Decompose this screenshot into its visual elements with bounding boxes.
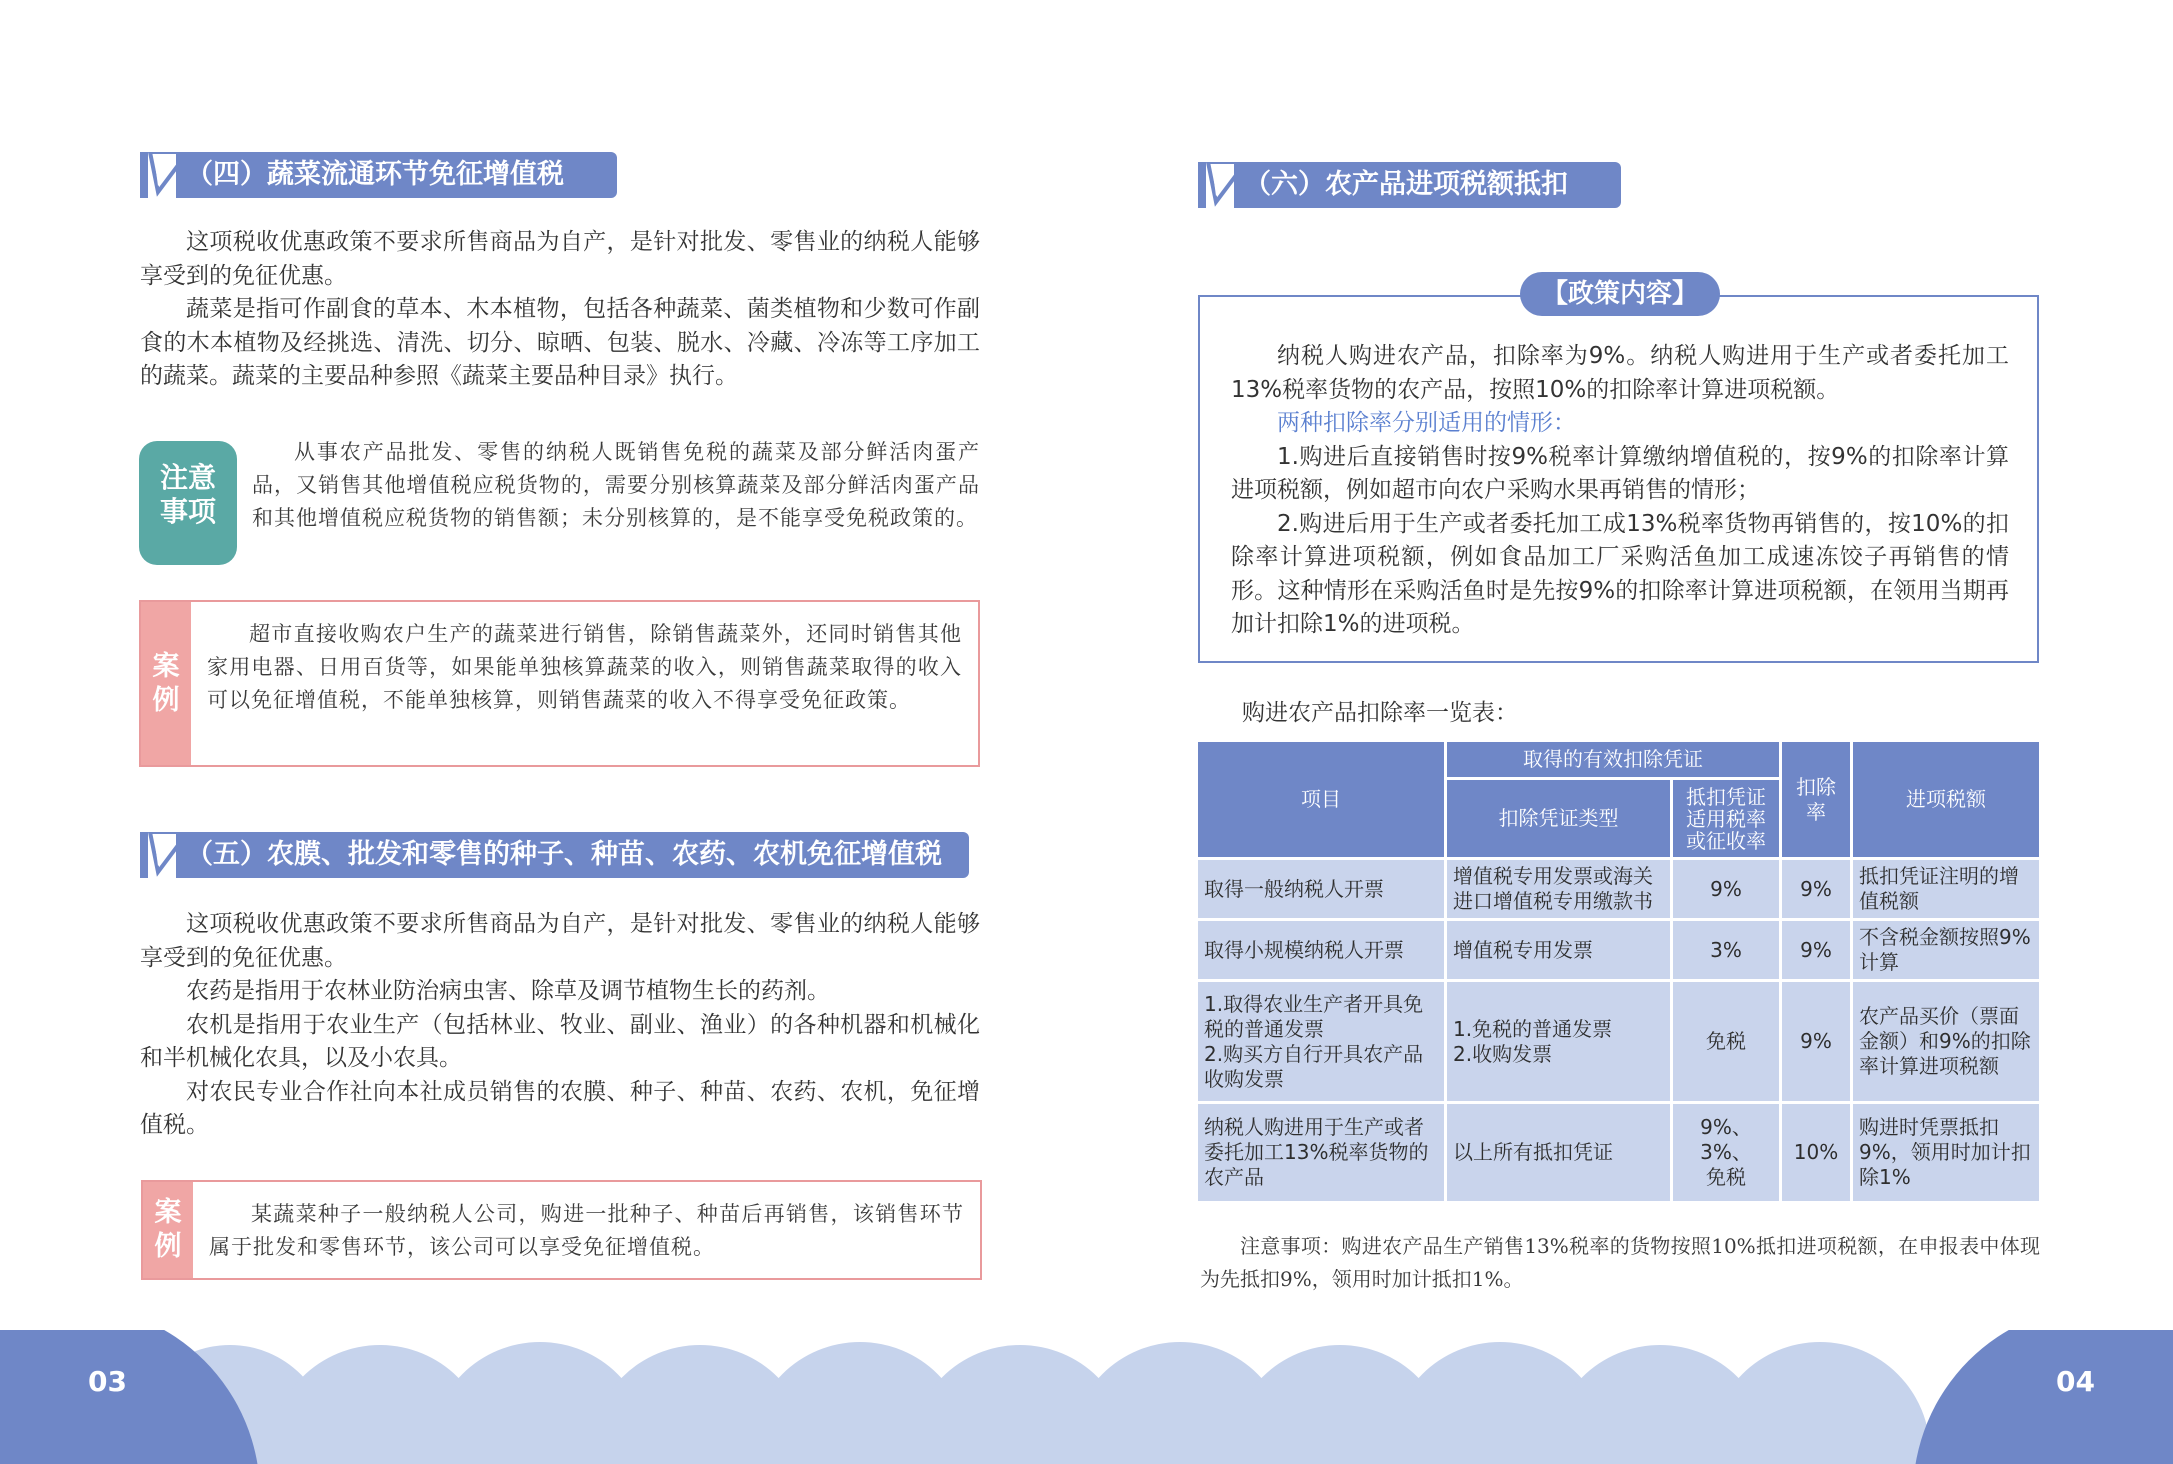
section5-body [140,908,980,1143]
cell-rate: 9% [1672,859,1781,920]
case-tag-2 [143,1182,193,1278]
cell-deduct: 9% [1781,981,1852,1103]
cell-rate [1672,1103,1781,1203]
cell-rate-line1: 9%、3%、 [1700,1115,1752,1164]
header-deduct-rate [1781,741,1852,859]
section5-paragraph-3: 农机是指用于农业生产（包括林业、牧业、副业、渔业）的各种机器和机械化和半机械化农具，以及小农具。 [140,1011,980,1071]
cell-input: 农产品买价（票面金额）和9%的扣除率计算进项税额 [1852,981,2041,1103]
cell-input: 抵扣凭证注明的增值税额 [1852,859,2041,920]
note-text: 从事农产品批发、零售的纳税人既销售免税的蔬菜及部分鲜活肉蛋产品，又销售其他增值税应税货物的，需要分别核算蔬菜及部分鲜活肉蛋产品和其他增值税应税货物的销售额；未分别核算的，是不能享受免税政策的。 [252,440,980,530]
section5-paragraph-2: 农药是指用于农林业防治病虫害、除草及调节植物生长的药剂。 [186,978,830,1004]
header-voucher-rate-line3: 或征收率 [1686,828,1766,853]
cell-item: 取得一般纳税人开票 [1197,859,1446,920]
table-row [1197,859,2041,920]
cell-deduct: 10% [1781,1103,1852,1203]
cell-rate-line2: 免税 [1706,1165,1746,1189]
cell-type-line2: 2.收购发票 [1453,1041,1553,1066]
note-label-line1: 注意 [159,461,216,494]
header-voucher-rate-line2: 适用税率 [1686,806,1766,831]
page-number-left: 03 [88,1365,127,1398]
cell-item-line1: 1.取得农业生产者开具免税的普通发票 [1204,991,1424,1041]
case-tag-1 [141,602,191,765]
cell-type-line1: 1.免税的普通发票 [1453,1016,1613,1041]
section6-header [1198,162,1621,208]
header-item: 项目 [1197,741,1446,859]
case-tag-1-line2: 例 [152,684,180,716]
section4-title: （四）蔬菜流通环节免征增值税 [186,159,564,190]
case-tag-2-line2: 例 [154,1231,182,1262]
case-tag-2-line1: 案 [154,1197,182,1228]
section4-body [140,226,980,394]
section5-paragraph-1: 这项税收优惠政策不要求所售商品为自产，是针对批发、零售业的纳税人能够享受到的免征优惠。 [140,911,980,971]
table-footnote: 注意事项：购进农产品生产销售13%税率的货物按照10%抵扣进项税额，在申报表中体现为先抵扣9%，领用时加计抵扣1%。 [1200,1234,2040,1291]
page-number-right: 04 [2056,1365,2095,1398]
cell-type [1446,981,1672,1103]
footer-waves [0,1330,2173,1464]
section4-header [140,152,617,198]
cell-type: 以上所有抵扣凭证 [1446,1103,1672,1203]
header-voucher-type: 扣除凭证类型 [1446,779,1672,859]
section4-paragraph-1: 这项税收优惠政策不要求所售商品为自产，是针对批发、零售业的纳税人能够享受到的免征优惠。 [140,229,980,289]
cell-item [1197,981,1446,1103]
table-row [1197,1103,2041,1203]
policy-subheading: 两种扣除率分别适用的情形： [1277,410,1576,436]
header-voucher-rate [1672,779,1781,859]
policy-title: 【政策内容】 [1520,272,1720,316]
case-box-1 [139,600,980,767]
cell-item: 取得小规模纳税人开票 [1197,920,1446,981]
policy-paragraph-2: 1.购进后直接销售时按9%税率计算缴纳增值税的，按9%的扣除率计算进项税额，例如超市向农户采购水果再销售的情形； [1231,443,2009,503]
case-text-1: 超市直接收购农户生产的蔬菜进行销售，除销售蔬菜外，还同时销售其他家用电器、日用百货等，如果能单独核算蔬菜的收入，则销售蔬菜取得的收入可以免征增值税，不能单独核算，则销售蔬菜的收入不得享受免征政策。 [207,622,962,712]
section5-header [140,832,969,878]
policy-paragraph-3: 2.购进后用于生产或者委托加工成13%税率货物再销售的，按10%的扣除率计算进项税额，例如食品加工厂采购活鱼加工成速冻饺子再销售的情形。这种情形在采购活鱼时是先按9%的扣除率计算进项税额，在领用当期再加计扣除1%的进项税。 [1231,510,2009,637]
section5-title: （五）农膜、批发和零售的种子、种苗、农药、农机免征增值税 [186,839,942,870]
header-deduct-rate-line2: 率 [1806,799,1826,824]
section6-title: （六）农产品进项税额抵扣 [1244,169,1568,200]
cell-deduct: 9% [1781,920,1852,981]
table-caption: 购进农产品扣除率一览表： [1242,700,1518,726]
header-voucher-group: 取得的有效扣除凭证 [1446,741,1781,779]
policy-paragraph-1: 纳税人购进农产品，扣除率为9%。纳税人购进用于生产或者委托加工13%税率货物的农产品，按照10%的扣除率计算进项税额。 [1231,343,2009,403]
case-tag-1-line1: 案 [152,650,180,682]
case-text-2: 某蔬菜种子一般纳税人公司，购进一批种子、种苗后再销售，该销售环节属于批发和零售环节，该公司可以享受免征增值税。 [209,1202,964,1259]
policy-body [1231,340,2009,642]
cell-rate: 免税 [1672,981,1781,1103]
note-badge [139,441,237,565]
cell-input: 购进时凭票抵扣9%，领用时加计扣除1% [1852,1103,2041,1203]
cell-item-line2: 2.购买方自行开具农产品收购发票 [1204,1041,1424,1091]
header-input-tax: 进项税额 [1852,741,2041,859]
deduction-rate-table [1195,739,2042,1204]
section5-paragraph-4: 对农民专业合作社向本社成员销售的农膜、种子、种苗、农药、农机，免征增值税。 [140,1078,980,1138]
note-label-line2: 事项 [159,495,216,528]
header-deduct-rate-line1: 扣除 [1796,774,1836,799]
table-row [1197,981,2041,1103]
table-row [1197,920,2041,981]
header-voucher-rate-line1: 抵扣凭证 [1686,784,1766,809]
cell-item: 纳税人购进用于生产或者委托加工13%税率货物的农产品 [1197,1103,1446,1203]
section4-paragraph-2: 蔬菜是指可作副食的草本、木本植物，包括各种蔬菜、菌类植物和少数可作副食的木本植物及经挑选、清洗、切分、晾晒、包装、脱水、冷藏、冷冻等工序加工的蔬菜。蔬菜的主要品种参照《蔬菜主要品种目录》执行。 [140,296,980,389]
cell-input: 不含税金额按照9%计算 [1852,920,2041,981]
cell-deduct: 9% [1781,859,1852,920]
cell-type: 增值税专用发票 [1446,920,1672,981]
cell-type: 增值税专用发票或海关进口增值税专用缴款书 [1446,859,1672,920]
cell-rate: 3% [1672,920,1781,981]
case-box-2 [141,1180,982,1280]
